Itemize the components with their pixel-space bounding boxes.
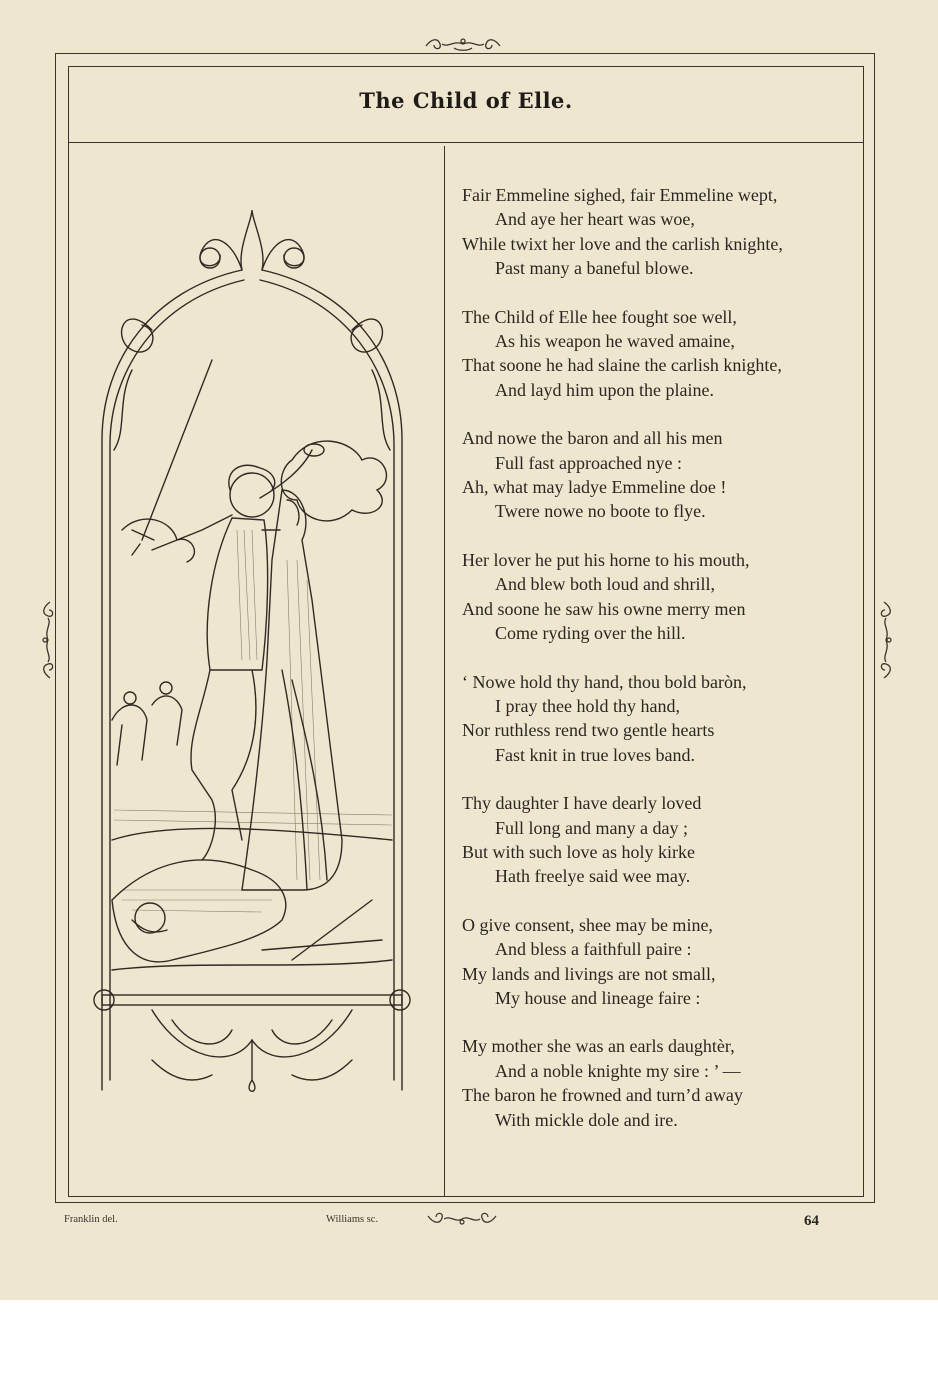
footer-flourish-ornament [426, 1212, 498, 1226]
poem-line: As his weapon he waved amaine, [495, 331, 735, 352]
poem-line: Fair Emmeline sighed, fair Emmeline wept, [462, 185, 778, 205]
poem-line: And aye her heart was woe, [495, 209, 695, 230]
column-divider [444, 146, 445, 1197]
page-title: The Child of Elle. [359, 88, 573, 113]
artist-credit: Franklin del. [64, 1214, 118, 1225]
poem-line: Hath freelye said wee may. [495, 866, 691, 887]
stanza-5 [462, 670, 862, 768]
poem-line: ‘ Nowe hold thy hand, thou bold baròn, [462, 671, 747, 692]
poem-line: I pray thee hold thy hand, [495, 695, 680, 716]
stanza-3 [462, 426, 862, 524]
poem-line: Past many a baneful blowe. [495, 258, 694, 279]
stanza-4 [462, 548, 862, 646]
poem-line: My house and lineage faire : [495, 987, 701, 1008]
poem-line: And nowe the baron and all his men [462, 428, 723, 449]
poem-line: Fast knit in true loves band. [495, 744, 695, 765]
poem-line: And a noble knighte my sire : ’ — [495, 1060, 741, 1081]
engraver-credit: Williams sc. [326, 1214, 379, 1225]
stanza-6 [462, 791, 862, 889]
poem-line: Nor ruthless rend two gentle hearts [462, 720, 715, 741]
poem-line: My lands and livings are not small, [462, 963, 716, 984]
poem-line: And bless a faithfull paire : [495, 939, 692, 960]
poem-line: Twere nowe no boote to flye. [495, 501, 706, 522]
poem-line: Come ryding over the hill. [495, 623, 686, 644]
stanza-2 [462, 305, 862, 403]
stanza-8 [462, 1034, 862, 1132]
poem-line: But with such love as holy kirke [462, 841, 695, 862]
poem-line: Her lover he put his horne to his mouth, [462, 549, 750, 570]
poem-line: While twixt her love and the carlish knighte, [462, 233, 783, 254]
engraving-illustration [92, 200, 422, 1115]
right-side-flourish-ornament [878, 600, 894, 680]
stanza-7 [462, 913, 862, 1011]
page-number: 64 [804, 1213, 819, 1229]
poem-line: My mother she was an earls daughtèr, [462, 1036, 735, 1057]
poem-line: With mickle dole and ire. [495, 1109, 678, 1130]
poem-line: Full long and many a day ; [495, 817, 688, 838]
title-divider [68, 142, 864, 143]
poem-line: The baron he frowned and turn’d away [462, 1085, 743, 1106]
poem-text [462, 183, 862, 1156]
poem-line: The Child of Elle hee fought soe well, [462, 306, 737, 327]
left-side-flourish-ornament [40, 600, 56, 680]
poem-line: Thy daughter I have dearly loved [462, 793, 702, 814]
poem-line: And layd him upon the plaine. [495, 379, 714, 400]
stanza-1 [462, 183, 862, 281]
poem-line: And soone he saw his owne merry men [462, 598, 746, 619]
poem-line: Ah, what may ladye Emmeline doe ! [462, 477, 727, 498]
poem-line: Full fast approached nye : [495, 452, 682, 473]
poem-line: And blew both loud and shrill, [495, 574, 715, 595]
poem-line: O give consent, shee may be mine, [462, 914, 713, 935]
poem-line: That soone he had slaine the carlish knighte, [462, 355, 782, 376]
top-flourish-ornament [424, 36, 502, 52]
